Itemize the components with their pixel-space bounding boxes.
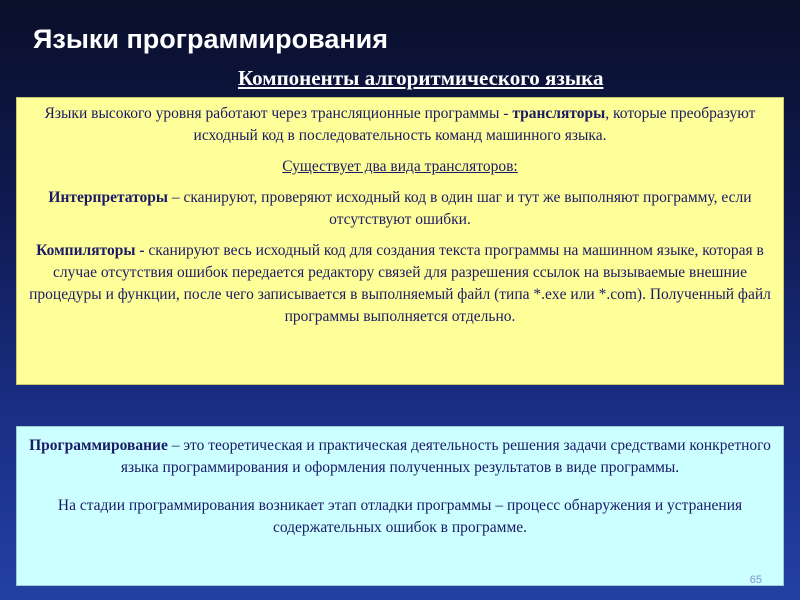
compilers-term: Компиляторы - bbox=[36, 242, 145, 259]
page-subtitle: Компоненты алгоритмического языка bbox=[238, 66, 604, 90]
page-number: 65 bbox=[749, 574, 762, 586]
debug-paragraph: На стадии программирования возникает этап отладки программы – процесс обнаружения и устранения содержательных ошибок в программе. bbox=[57, 497, 743, 536]
compilers-paragraph bbox=[27, 240, 773, 328]
interpreters-paragraph bbox=[27, 187, 773, 231]
programming-box bbox=[16, 426, 784, 586]
programming-text: – это теоретическая и практическая деятельность решения задачи средствами конкретного языка программирования и оформления полученных результатов в виде программы. bbox=[120, 437, 771, 476]
intro-paragraph bbox=[27, 103, 773, 147]
kinds-heading: Существует два вида трансляторов: bbox=[282, 158, 518, 175]
intro-text: Языки высокого уровня работают через трансляционные программы - bbox=[44, 105, 513, 122]
translators-term: трансляторы bbox=[512, 105, 606, 122]
programming-term: Программирование bbox=[29, 437, 168, 454]
page-title: Языки программирования bbox=[33, 24, 388, 54]
translators-box bbox=[16, 97, 784, 385]
programming-paragraph bbox=[27, 435, 773, 479]
intro-rest: , которые преобразуют исходный код в последовательность команд машинного языка. bbox=[193, 105, 756, 144]
interpreters-text: – сканируют, проверяют исходный код в один шаг и тут же выполняют программу, если отсутствуют ошибки. bbox=[168, 189, 752, 228]
interpreters-term: Интерпретаторы bbox=[48, 189, 168, 206]
compilers-text: сканируют весь исходный код для создания текста программы на машинном языке, которая в случае отсутствия ошибок передается редактору связей для разрешения ссылок на вызываемые внешние процедуры и функции, после чего записывается в выполняемый файл (типа *.exe или *.com). Полученный файл программы выполняется отдельно. bbox=[29, 242, 771, 325]
